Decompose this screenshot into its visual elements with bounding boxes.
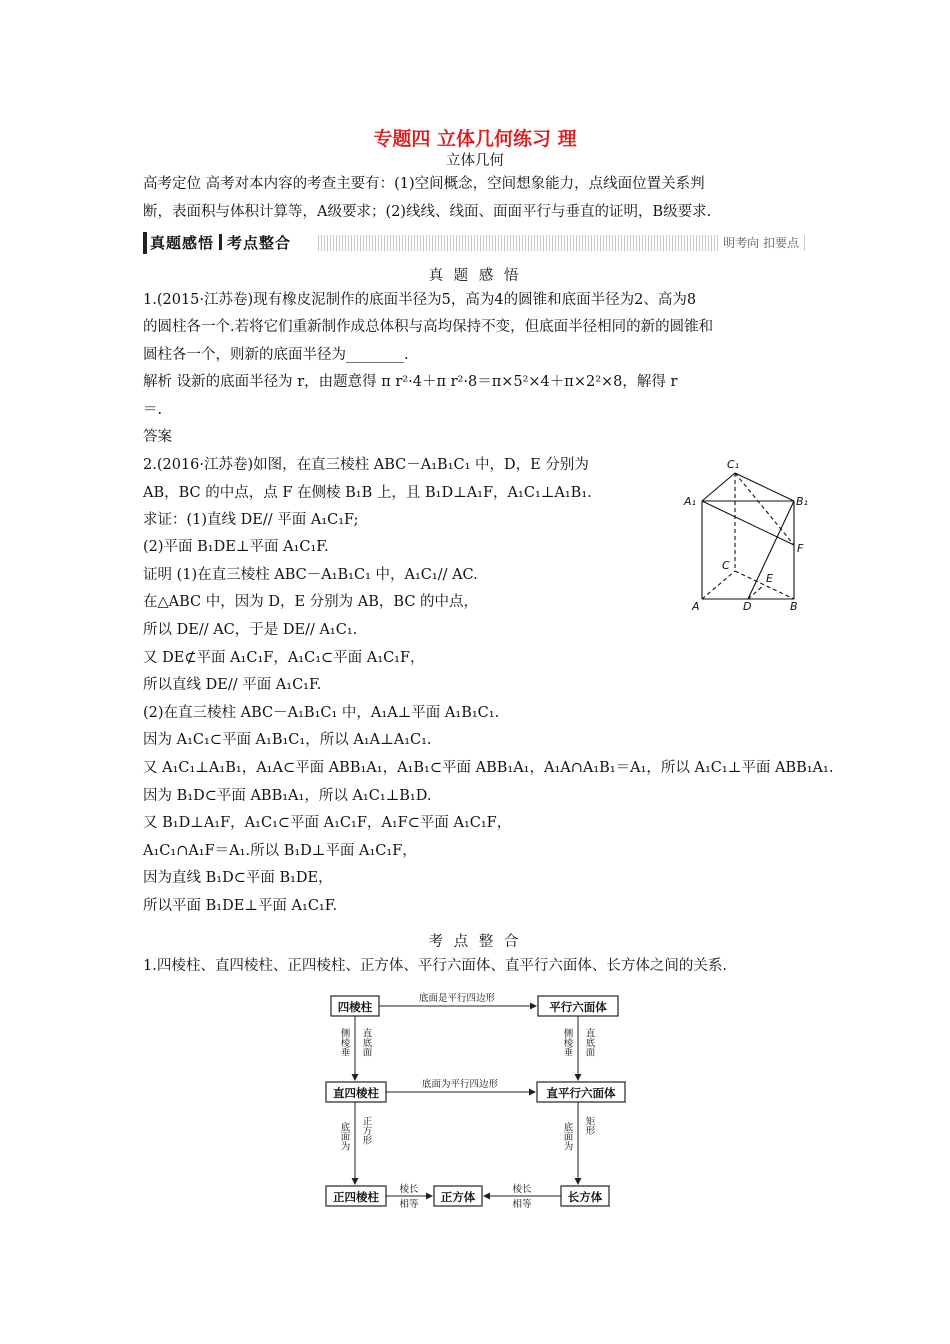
banner-right-text: 明考向 扣要点 (719, 235, 803, 251)
q2-proof-10: 又 B₁D⊥A₁F，A₁C₁⊂平面 A₁C₁F，A₁F⊂平面 A₁C₁F， (143, 815, 512, 831)
section-banner (143, 232, 807, 254)
q2-proof-13: 所以平面 B₁DE⊥平面 A₁C₁F. (143, 898, 338, 914)
label-e: E (766, 572, 773, 585)
label-b1: B₁ (796, 495, 808, 508)
section-heading-kaodian: 考 点 整 合 (428, 934, 522, 950)
q2-line-1: 2.(2016·江苏卷)如图，在直三棱柱 ABC－A₁B₁C₁ 中，D，E 分别为 (143, 457, 589, 473)
label-c: C (722, 559, 730, 572)
prism-figure (680, 455, 810, 615)
edge-label-left1-a: 侧棱垂 (338, 1028, 350, 1057)
q2-line-2: AB，BC 的中点，点 F 在侧棱 B₁B 上，且 B₁D⊥A₁F，A₁C₁⊥A₁B₁. (143, 485, 592, 501)
node-changfang: 长方体 (567, 1190, 603, 1204)
q2-proof-1: 证明 (1)在直三棱柱 ABC－A₁B₁C₁ 中，A₁C₁// AC. (143, 567, 478, 583)
edge-a1c1 (702, 473, 735, 501)
node-zhiping: 直平行六面体 (546, 1086, 616, 1100)
q2-proof-4: 又 DE⊄平面 A₁C₁F，A₁C₁⊂平面 A₁C₁F， (143, 650, 425, 666)
label-c1: C₁ (727, 458, 740, 471)
edge-label-right2-b: 矩形 (583, 1116, 595, 1135)
segment-c1f (735, 473, 794, 545)
edge-label-br-top: 棱长 (512, 1184, 532, 1195)
edge-label-right1-b: 直底面 (583, 1028, 595, 1057)
node-pingxing: 平行六面体 (549, 1000, 607, 1014)
q2-line-4: (2)平面 B₁DE⊥平面 A₁C₁F. (143, 539, 329, 555)
page-subtitle: 立体几何 (446, 153, 504, 169)
q2-proof-5: 所以直线 DE// 平面 A₁C₁F. (143, 677, 322, 693)
edge-label-br-bot: 相等 (512, 1199, 532, 1210)
node-zhengsi: 正四棱柱 (333, 1190, 379, 1204)
edge-label-left2-b: 正方形 (360, 1116, 372, 1145)
edge-cb (735, 571, 794, 599)
intro-line-1: 高考定位 高考对本内容的考查主要有：(1)空间概念，空间想象能力，点线面位置关系判 (143, 176, 705, 192)
q1-solution: 解析 设新的底面半径为 r，由题意得 π r²·4＋π r²·8＝π×5²×4＋π×2²×8，解得 r (143, 374, 678, 390)
segment-a1f (702, 501, 794, 545)
page-title: 专题四 立体几何练习 理 (373, 128, 577, 150)
q2-proof-11: A₁C₁∩A₁F＝A₁.所以 B₁D⊥平面 A₁C₁F， (143, 843, 417, 859)
edge-label-right1-a: 侧棱垂 (561, 1028, 573, 1057)
q2-proof-9: 因为 B₁D⊂平面 ABB₁A₁，所以 A₁C₁⊥B₁D. (143, 788, 432, 804)
q1-answer: 答案 (143, 429, 172, 445)
q2-proof-12: 因为直线 B₁D⊂平面 B₁DE， (143, 870, 333, 886)
label-b: B (790, 600, 798, 613)
node-zhengfang: 正方体 (440, 1190, 476, 1204)
node-sileng: 四棱柱 (337, 1000, 373, 1014)
q2-proof-7: 因为 A₁C₁⊂平面 A₁B₁C₁，所以 A₁A⊥A₁C₁. (143, 732, 432, 748)
edge-label-mid: 底面为平行四边形 (421, 1079, 499, 1090)
q2-line-3: 求证：(1)直线 DE// 平面 A₁C₁F; (143, 512, 359, 528)
q1-line-2: 的圆柱各一个.若将它们重新制作成总体积与高均保持不变，但底面半径相同的新的圆锥和 (143, 319, 714, 335)
banner-tag-b: 考点整合 (227, 234, 292, 252)
section-heading-zhenti: 真 题 感 悟 (428, 268, 522, 284)
label-a: A (692, 600, 700, 613)
q1-solution-end: ＝. (143, 402, 163, 418)
banner-separator (219, 234, 222, 250)
label-a1: A₁ (684, 495, 696, 508)
node-zhisi: 直四棱柱 (333, 1086, 379, 1100)
q1-line-3: 圆柱各一个，则新的底面半径为________. (143, 347, 409, 363)
banner-tag (143, 232, 291, 254)
edge-label-bl-bot: 相等 (399, 1199, 419, 1210)
segment-de (748, 585, 764, 599)
banner-tag-a: 真题感悟 (150, 234, 215, 252)
q2-proof-2: 在△ABC 中，因为 D，E 分别为 AB，BC 的中点， (143, 594, 479, 610)
edge-label-top: 底面是平行四边形 (418, 993, 496, 1004)
intro-line-2: 断，表面积与体积计算等，A级要求；(2)线线、线面、面面平行与垂直的证明，B级要求. (143, 204, 712, 220)
relationship-flowchart (320, 990, 630, 1212)
q2-proof-8: 又 A₁C₁⊥A₁B₁，A₁A⊂平面 ABB₁A₁，A₁B₁⊂平面 ABB₁A₁，A₁A∩A₁B₁＝A₁，所以 A₁C₁⊥平面 ABB₁A₁. (143, 760, 834, 776)
edge-label-right2-a: 底面为 (561, 1122, 573, 1151)
edge-label-left1-b: 直底面 (360, 1028, 372, 1057)
edge-c1b1 (735, 473, 794, 501)
edge-label-left2-a: 底面为 (338, 1122, 350, 1151)
q2-proof-6: (2)在直三棱柱 ABC－A₁B₁C₁ 中，A₁A⊥平面 A₁B₁C₁. (143, 705, 500, 721)
q1-line-1: 1.(2015·江苏卷)现有橡皮泥制作的底面半径为5，高为4的圆锥和底面半径为2、高为8 (143, 292, 697, 308)
edge-ac (702, 571, 735, 599)
kaodian-line-1: 1.四棱柱、直四棱柱、正四棱柱、正方体、平行六面体、直平行六面体、长方体之间的关系. (143, 958, 727, 974)
edge-label-bl-top: 棱长 (399, 1184, 419, 1195)
label-f: F (797, 542, 804, 555)
q2-proof-3: 所以 DE// AC，于是 DE// A₁C₁. (143, 622, 358, 638)
label-d: D (743, 600, 752, 613)
